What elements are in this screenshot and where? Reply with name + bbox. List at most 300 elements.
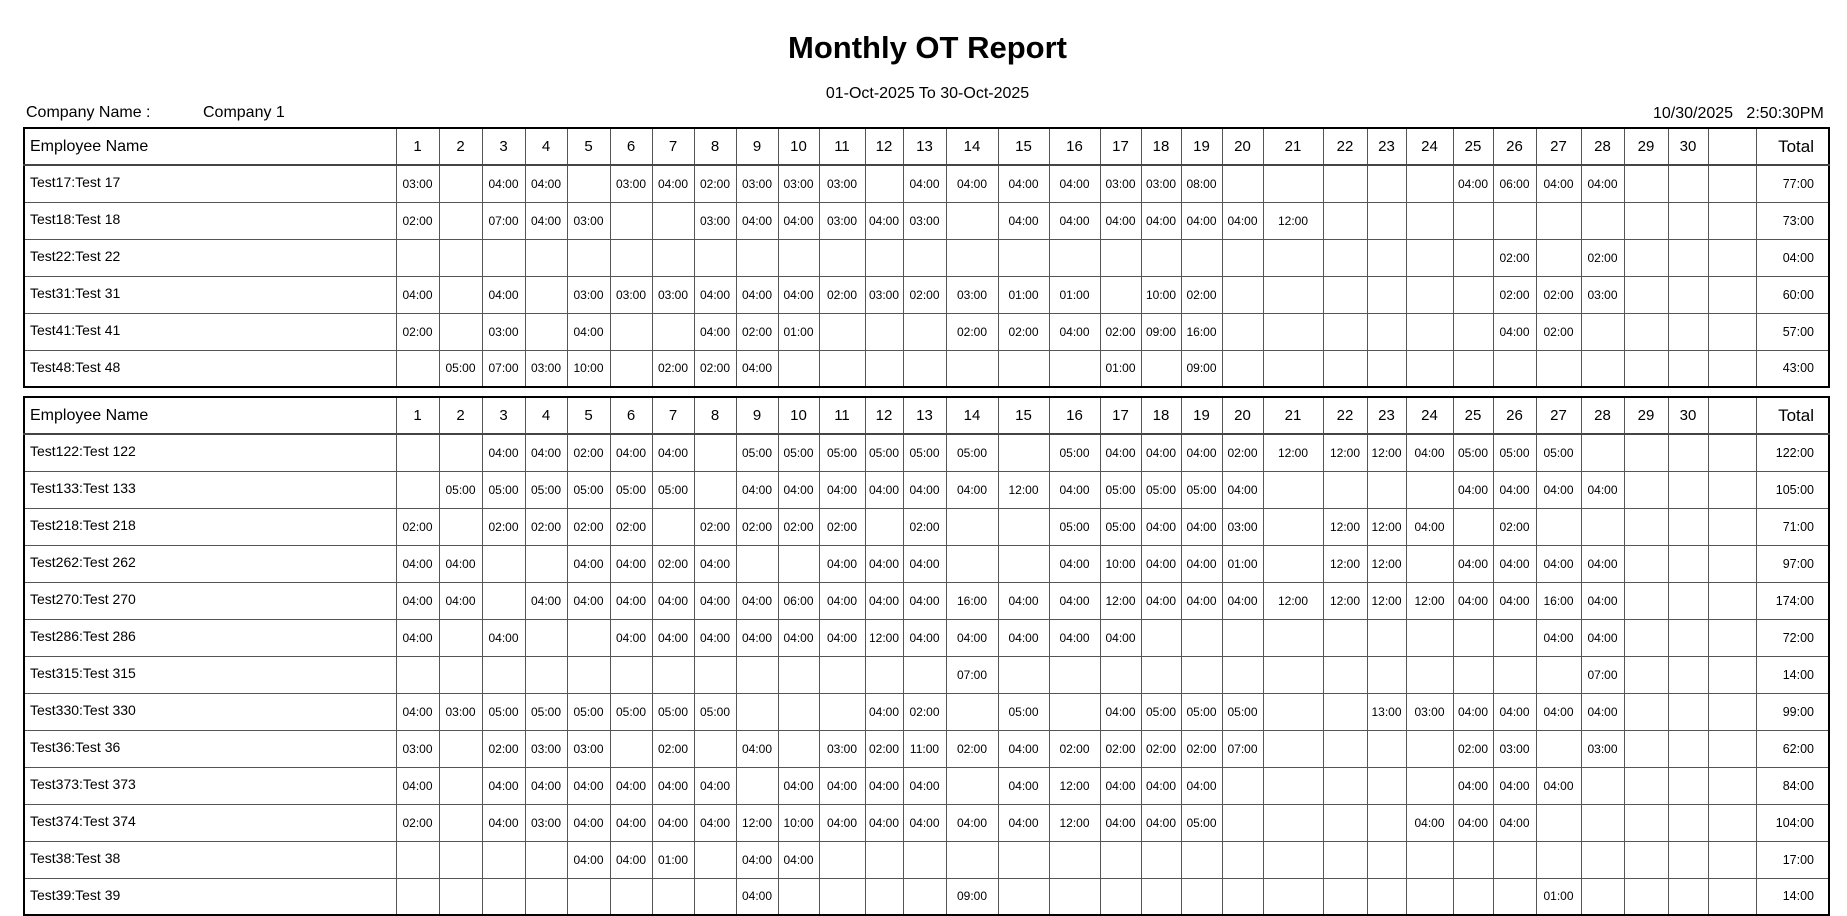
ot-hours-day-23 [1367, 471, 1406, 508]
ot-hours-day-5: 10:00 [567, 350, 610, 387]
ot-hours-day-14: 04:00 [946, 165, 998, 202]
ot-hours-day-1: 04:00 [396, 276, 439, 313]
header-day-5: 5 [567, 397, 610, 434]
ot-hours-day-16: 05:00 [1049, 508, 1100, 545]
row-total: 71:00 [1756, 508, 1829, 545]
ot-hours-day-19: 04:00 [1181, 767, 1222, 804]
ot-hours-day-11: 03:00 [819, 165, 865, 202]
ot-hours-day-29 [1624, 767, 1668, 804]
header-day-4: 4 [525, 397, 567, 434]
ot-table-1 [23, 127, 1830, 388]
ot-hours-day-16 [1049, 841, 1100, 878]
ot-hours-day-15 [998, 878, 1049, 915]
ot-hours-day-27: 01:00 [1536, 878, 1581, 915]
ot-hours-day-18: 10:00 [1141, 276, 1181, 313]
ot-hours-day-1: 04:00 [396, 619, 439, 656]
ot-hours-day-20 [1222, 804, 1263, 841]
ot-hours-day-10: 03:00 [778, 165, 819, 202]
ot-hours-day-12 [865, 350, 903, 387]
ot-hours-day-23 [1367, 619, 1406, 656]
ot-hours-day-28 [1581, 508, 1624, 545]
ot-hours-day-25: 04:00 [1453, 767, 1493, 804]
ot-hours-day-14: 03:00 [946, 276, 998, 313]
ot-hours-day-7: 04:00 [652, 582, 694, 619]
ot-hours-day-20 [1222, 276, 1263, 313]
ot-hours-day-22: 12:00 [1323, 508, 1367, 545]
ot-hours-day-17 [1100, 239, 1141, 276]
ot-hours-day-3: 05:00 [482, 471, 525, 508]
ot-hours-day-15 [998, 508, 1049, 545]
ot-hours-day-10 [778, 656, 819, 693]
ot-hours-day-4 [525, 878, 567, 915]
ot-hours-day-25: 04:00 [1453, 165, 1493, 202]
ot-hours-day-29 [1624, 841, 1668, 878]
ot-hours-day-11: 04:00 [819, 619, 865, 656]
ot-hours-day-21 [1263, 313, 1323, 350]
header-day-22: 22 [1323, 397, 1367, 434]
header-day-18: 18 [1141, 128, 1181, 165]
ot-hours-day-27 [1536, 841, 1581, 878]
ot-hours-day-20: 02:00 [1222, 434, 1263, 471]
ot-hours-day-24 [1406, 730, 1453, 767]
ot-hours-day-3 [482, 656, 525, 693]
header-day-9: 9 [736, 397, 778, 434]
ot-hours-day-22 [1323, 767, 1367, 804]
header-day-5: 5 [567, 128, 610, 165]
header-day-28: 28 [1581, 128, 1624, 165]
ot-hours-day-15 [998, 434, 1049, 471]
ot-hours-day-11: 02:00 [819, 276, 865, 313]
ot-hours-day-26: 06:00 [1493, 165, 1536, 202]
ot-hours-day-12: 04:00 [865, 804, 903, 841]
ot-hours-day-17 [1100, 276, 1141, 313]
ot-hours-day-26: 04:00 [1493, 471, 1536, 508]
ot-hours-day-20 [1222, 767, 1263, 804]
ot-hours-day-24 [1406, 841, 1453, 878]
ot-hours-day-16: 04:00 [1049, 619, 1100, 656]
ot-hours-day-16: 12:00 [1049, 767, 1100, 804]
ot-hours-day-13: 05:00 [903, 434, 946, 471]
ot-hours-day-9: 04:00 [736, 276, 778, 313]
ot-hours-day-21: 12:00 [1263, 202, 1323, 239]
ot-hours-day-2 [439, 767, 482, 804]
ot-hours-day-22 [1323, 165, 1367, 202]
ot-hours-day-1: 04:00 [396, 582, 439, 619]
header-day-29: 29 [1624, 128, 1668, 165]
ot-hours-day-4: 04:00 [525, 202, 567, 239]
header-day-22: 22 [1323, 128, 1367, 165]
ot-hours-day-9 [736, 656, 778, 693]
ot-hours-day-11: 03:00 [819, 202, 865, 239]
ot-hours-day-8: 02:00 [694, 350, 736, 387]
ot-hours-day-23 [1367, 350, 1406, 387]
ot-hours-day-13: 11:00 [903, 730, 946, 767]
ot-hours-day-9 [736, 239, 778, 276]
ot-hours-day-25 [1453, 656, 1493, 693]
ot-hours-day-7 [652, 656, 694, 693]
header-day-25: 25 [1453, 128, 1493, 165]
header-day-30: 30 [1668, 128, 1708, 165]
ot-hours-day-5: 04:00 [567, 767, 610, 804]
ot-hours-day-6: 02:00 [610, 508, 652, 545]
ot-hours-day-9: 04:00 [736, 619, 778, 656]
ot-hours-day-24 [1406, 350, 1453, 387]
ot-hours-day-11: 05:00 [819, 434, 865, 471]
employee-name: Test374:Test 374 [24, 804, 396, 841]
ot-hours-day-1: 02:00 [396, 508, 439, 545]
ot-hours-day-5: 03:00 [567, 276, 610, 313]
ot-hours-day-15 [998, 841, 1049, 878]
ot-hours-day-4 [525, 545, 567, 582]
ot-hours-day-20 [1222, 878, 1263, 915]
ot-hours-day-1 [396, 878, 439, 915]
ot-hours-day-23 [1367, 841, 1406, 878]
ot-hours-day-25 [1453, 202, 1493, 239]
ot-hours-day-30 [1668, 434, 1708, 471]
ot-hours-day-7: 03:00 [652, 276, 694, 313]
employee-name: Test373:Test 373 [24, 767, 396, 804]
ot-hours-day-15: 04:00 [998, 767, 1049, 804]
ot-hours-day-26 [1493, 619, 1536, 656]
ot-hours-day-28: 03:00 [1581, 730, 1624, 767]
ot-hours-day-17: 03:00 [1100, 165, 1141, 202]
ot-hours-day-18 [1141, 878, 1181, 915]
ot-hours-day-10: 05:00 [778, 434, 819, 471]
ot-hours-day-6 [610, 239, 652, 276]
ot-hours-day-2 [439, 165, 482, 202]
ot-hours-day-19 [1181, 878, 1222, 915]
header-day-26: 26 [1493, 397, 1536, 434]
ot-hours-day-14: 02:00 [946, 313, 998, 350]
ot-hours-day-20: 07:00 [1222, 730, 1263, 767]
ot-hours-day-24 [1406, 313, 1453, 350]
ot-hours-day-13 [903, 313, 946, 350]
ot-hours-day-2 [439, 730, 482, 767]
ot-hours-day-22 [1323, 878, 1367, 915]
ot-hours-day-27: 04:00 [1536, 545, 1581, 582]
ot-hours-day-25: 04:00 [1453, 471, 1493, 508]
header-day-3: 3 [482, 128, 525, 165]
ot-hours-day-16 [1049, 693, 1100, 730]
blank-cell [1708, 656, 1756, 693]
report-title: Monthly OT Report [788, 30, 1067, 65]
ot-hours-day-6 [610, 350, 652, 387]
ot-hours-day-16: 04:00 [1049, 313, 1100, 350]
ot-hours-day-21 [1263, 693, 1323, 730]
ot-hours-day-19: 05:00 [1181, 693, 1222, 730]
ot-hours-day-24: 03:00 [1406, 693, 1453, 730]
ot-hours-day-13: 04:00 [903, 471, 946, 508]
ot-hours-day-19: 16:00 [1181, 313, 1222, 350]
header-day-21: 21 [1263, 397, 1323, 434]
blank-cell [1708, 434, 1756, 471]
ot-hours-day-12: 04:00 [865, 545, 903, 582]
ot-hours-day-2 [439, 239, 482, 276]
blank-cell [1708, 239, 1756, 276]
ot-hours-day-5: 05:00 [567, 471, 610, 508]
ot-hours-day-10 [778, 239, 819, 276]
ot-hours-day-29 [1624, 350, 1668, 387]
ot-hours-day-9: 02:00 [736, 508, 778, 545]
ot-hours-day-13: 02:00 [903, 508, 946, 545]
ot-hours-day-17: 05:00 [1100, 508, 1141, 545]
ot-hours-day-10: 01:00 [778, 313, 819, 350]
ot-hours-day-2: 04:00 [439, 582, 482, 619]
ot-hours-day-23 [1367, 276, 1406, 313]
ot-hours-day-12: 04:00 [865, 767, 903, 804]
ot-hours-day-8 [694, 878, 736, 915]
header-blank [1708, 397, 1756, 434]
table-row [24, 239, 1829, 276]
ot-hours-day-17: 02:00 [1100, 313, 1141, 350]
ot-hours-day-27 [1536, 804, 1581, 841]
ot-hours-day-27: 05:00 [1536, 434, 1581, 471]
ot-hours-day-26: 02:00 [1493, 239, 1536, 276]
ot-hours-day-15 [998, 239, 1049, 276]
ot-hours-day-2: 04:00 [439, 545, 482, 582]
ot-hours-day-1: 02:00 [396, 202, 439, 239]
ot-hours-day-19: 04:00 [1181, 434, 1222, 471]
header-day-14: 14 [946, 397, 998, 434]
header-day-15: 15 [998, 397, 1049, 434]
ot-table-2 [23, 396, 1830, 916]
employee-name: Test270:Test 270 [24, 582, 396, 619]
header-day-4: 4 [525, 128, 567, 165]
ot-hours-day-11: 02:00 [819, 508, 865, 545]
table-row [24, 202, 1829, 239]
ot-hours-day-17: 04:00 [1100, 693, 1141, 730]
ot-hours-day-18: 04:00 [1141, 202, 1181, 239]
ot-hours-day-4: 04:00 [525, 582, 567, 619]
ot-hours-day-25: 04:00 [1453, 545, 1493, 582]
ot-hours-day-23 [1367, 239, 1406, 276]
ot-hours-day-29 [1624, 165, 1668, 202]
ot-hours-day-22 [1323, 276, 1367, 313]
ot-hours-day-4 [525, 619, 567, 656]
ot-hours-day-21 [1263, 730, 1323, 767]
ot-hours-day-26: 02:00 [1493, 276, 1536, 313]
ot-hours-day-23: 12:00 [1367, 508, 1406, 545]
header-day-3: 3 [482, 397, 525, 434]
ot-hours-day-18 [1141, 619, 1181, 656]
ot-hours-day-21 [1263, 804, 1323, 841]
ot-hours-day-10: 04:00 [778, 471, 819, 508]
ot-hours-day-21 [1263, 165, 1323, 202]
ot-hours-day-1: 04:00 [396, 693, 439, 730]
ot-hours-day-14: 07:00 [946, 656, 998, 693]
ot-hours-day-22 [1323, 239, 1367, 276]
header-day-20: 20 [1222, 128, 1263, 165]
ot-hours-day-19: 08:00 [1181, 165, 1222, 202]
ot-hours-day-29 [1624, 202, 1668, 239]
printed-time: 2:50:30PM [1746, 105, 1824, 122]
employee-name: Test41:Test 41 [24, 313, 396, 350]
ot-hours-day-18: 05:00 [1141, 693, 1181, 730]
header-day-8: 8 [694, 128, 736, 165]
ot-hours-day-7: 04:00 [652, 804, 694, 841]
ot-hours-day-28: 03:00 [1581, 276, 1624, 313]
ot-hours-day-30 [1668, 656, 1708, 693]
ot-hours-day-20: 04:00 [1222, 471, 1263, 508]
ot-hours-day-10: 04:00 [778, 202, 819, 239]
ot-hours-day-17 [1100, 656, 1141, 693]
ot-hours-day-24 [1406, 165, 1453, 202]
ot-hours-day-18: 04:00 [1141, 767, 1181, 804]
ot-hours-day-17: 12:00 [1100, 582, 1141, 619]
ot-hours-day-10 [778, 693, 819, 730]
ot-hours-day-11 [819, 313, 865, 350]
ot-hours-day-29 [1624, 619, 1668, 656]
ot-hours-day-3: 04:00 [482, 804, 525, 841]
ot-hours-day-18: 04:00 [1141, 545, 1181, 582]
ot-hours-day-9: 04:00 [736, 350, 778, 387]
ot-hours-day-11 [819, 878, 865, 915]
ot-hours-day-26: 04:00 [1493, 804, 1536, 841]
header-day-21: 21 [1263, 128, 1323, 165]
table-row [24, 582, 1829, 619]
ot-hours-day-25 [1453, 508, 1493, 545]
ot-hours-day-3: 04:00 [482, 619, 525, 656]
ot-hours-day-19 [1181, 841, 1222, 878]
ot-hours-day-13: 02:00 [903, 693, 946, 730]
ot-hours-day-24: 04:00 [1406, 804, 1453, 841]
ot-hours-day-17: 04:00 [1100, 619, 1141, 656]
header-blank [1708, 128, 1756, 165]
ot-hours-day-6: 04:00 [610, 767, 652, 804]
ot-hours-day-1: 02:00 [396, 313, 439, 350]
header-day-6: 6 [610, 128, 652, 165]
ot-hours-day-2 [439, 276, 482, 313]
header-day-19: 19 [1181, 397, 1222, 434]
header-day-27: 27 [1536, 397, 1581, 434]
ot-hours-day-7 [652, 313, 694, 350]
ot-hours-day-22 [1323, 841, 1367, 878]
ot-hours-day-3: 04:00 [482, 767, 525, 804]
ot-hours-day-23 [1367, 804, 1406, 841]
header-day-25: 25 [1453, 397, 1493, 434]
ot-hours-day-7 [652, 878, 694, 915]
header-day-17: 17 [1100, 397, 1141, 434]
ot-hours-day-8: 04:00 [694, 582, 736, 619]
ot-hours-day-3: 02:00 [482, 730, 525, 767]
ot-hours-day-18: 09:00 [1141, 313, 1181, 350]
ot-hours-day-28: 04:00 [1581, 545, 1624, 582]
header-day-28: 28 [1581, 397, 1624, 434]
ot-hours-day-17: 05:00 [1100, 471, 1141, 508]
ot-hours-day-14 [946, 350, 998, 387]
ot-hours-day-13: 04:00 [903, 619, 946, 656]
ot-hours-day-2: 05:00 [439, 350, 482, 387]
ot-hours-day-9: 04:00 [736, 730, 778, 767]
ot-hours-day-24 [1406, 239, 1453, 276]
ot-hours-day-26: 02:00 [1493, 508, 1536, 545]
ot-hours-day-18: 03:00 [1141, 165, 1181, 202]
ot-hours-day-12: 05:00 [865, 434, 903, 471]
header-day-7: 7 [652, 128, 694, 165]
ot-hours-day-26 [1493, 350, 1536, 387]
ot-hours-day-22 [1323, 471, 1367, 508]
ot-hours-day-27 [1536, 202, 1581, 239]
ot-hours-day-20: 04:00 [1222, 582, 1263, 619]
ot-hours-day-27: 02:00 [1536, 276, 1581, 313]
ot-hours-day-29 [1624, 434, 1668, 471]
ot-hours-day-13 [903, 656, 946, 693]
header-day-29: 29 [1624, 397, 1668, 434]
ot-hours-day-12 [865, 239, 903, 276]
ot-hours-day-3: 07:00 [482, 202, 525, 239]
header-day-2: 2 [439, 397, 482, 434]
ot-hours-day-14 [946, 239, 998, 276]
ot-hours-day-21 [1263, 350, 1323, 387]
blank-cell [1708, 545, 1756, 582]
ot-hours-day-15: 12:00 [998, 471, 1049, 508]
blank-cell [1708, 619, 1756, 656]
ot-hours-day-9: 04:00 [736, 841, 778, 878]
ot-hours-day-21 [1263, 619, 1323, 656]
ot-hours-day-19: 02:00 [1181, 276, 1222, 313]
ot-hours-day-25 [1453, 619, 1493, 656]
ot-hours-day-12 [865, 841, 903, 878]
ot-hours-day-5 [567, 619, 610, 656]
ot-hours-day-30 [1668, 767, 1708, 804]
employee-name: Test133:Test 133 [24, 471, 396, 508]
ot-hours-day-27: 04:00 [1536, 693, 1581, 730]
ot-hours-day-8 [694, 239, 736, 276]
ot-hours-day-5: 04:00 [567, 582, 610, 619]
ot-hours-day-16: 04:00 [1049, 545, 1100, 582]
ot-hours-day-6: 03:00 [610, 165, 652, 202]
ot-hours-day-18 [1141, 239, 1181, 276]
ot-hours-day-16: 05:00 [1049, 434, 1100, 471]
ot-hours-day-26: 04:00 [1493, 767, 1536, 804]
ot-hours-day-6: 03:00 [610, 276, 652, 313]
ot-hours-day-23 [1367, 767, 1406, 804]
ot-hours-day-3: 04:00 [482, 434, 525, 471]
row-total: 57:00 [1756, 313, 1829, 350]
ot-hours-day-4: 03:00 [525, 730, 567, 767]
header-day-16: 16 [1049, 397, 1100, 434]
ot-hours-day-27: 02:00 [1536, 313, 1581, 350]
ot-hours-day-22 [1323, 693, 1367, 730]
employee-name: Test218:Test 218 [24, 508, 396, 545]
ot-hours-day-14 [946, 841, 998, 878]
ot-hours-day-29 [1624, 276, 1668, 313]
ot-hours-day-27: 04:00 [1536, 165, 1581, 202]
ot-hours-day-6 [610, 730, 652, 767]
ot-hours-day-25 [1453, 350, 1493, 387]
ot-hours-day-2 [439, 878, 482, 915]
ot-hours-day-22 [1323, 313, 1367, 350]
header-day-15: 15 [998, 128, 1049, 165]
table-row [24, 434, 1829, 471]
ot-hours-day-3 [482, 582, 525, 619]
ot-hours-day-21 [1263, 276, 1323, 313]
ot-hours-day-3 [482, 878, 525, 915]
ot-hours-day-8 [694, 730, 736, 767]
ot-hours-day-24 [1406, 619, 1453, 656]
header-day-20: 20 [1222, 397, 1263, 434]
ot-hours-day-28: 04:00 [1581, 471, 1624, 508]
ot-hours-day-23 [1367, 878, 1406, 915]
ot-hours-day-24 [1406, 878, 1453, 915]
ot-hours-day-29 [1624, 878, 1668, 915]
table-row [24, 804, 1829, 841]
row-total: 99:00 [1756, 693, 1829, 730]
header-day-26: 26 [1493, 128, 1536, 165]
ot-hours-day-8: 04:00 [694, 276, 736, 313]
ot-hours-day-29 [1624, 804, 1668, 841]
ot-hours-day-7 [652, 508, 694, 545]
